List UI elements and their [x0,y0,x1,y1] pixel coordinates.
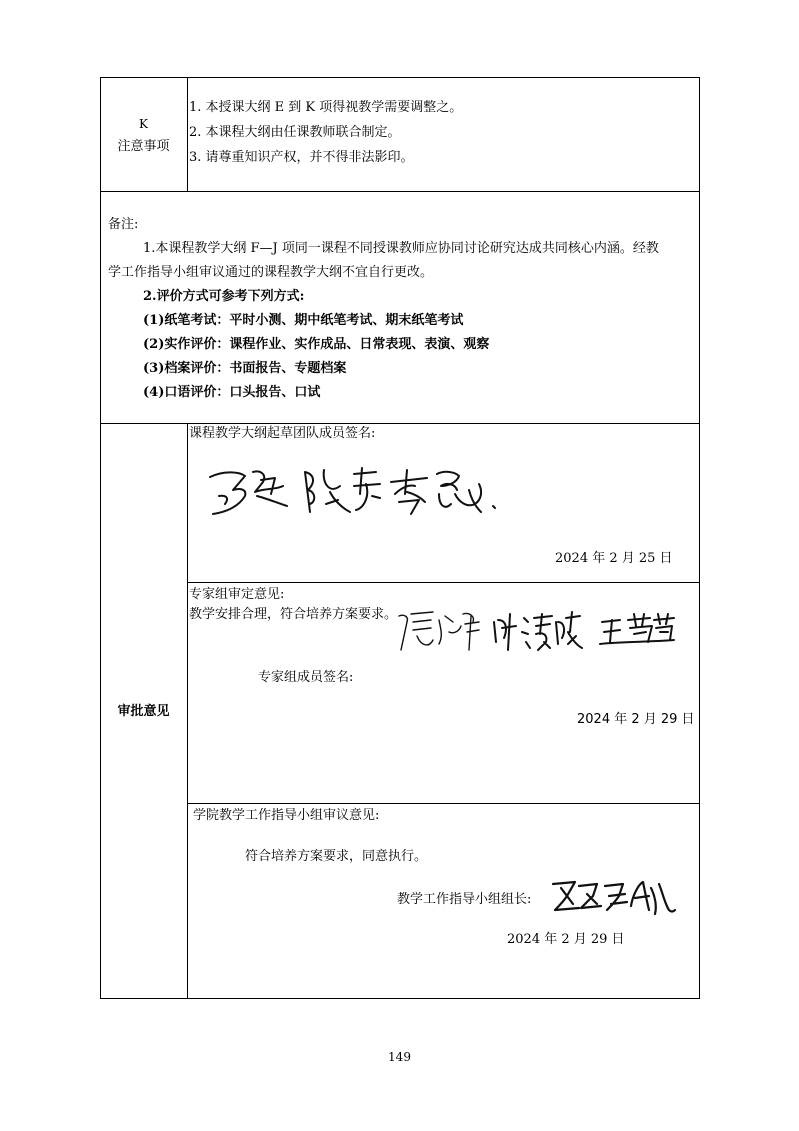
table-border-right [699,77,700,999]
expert-signature-1 [393,606,483,656]
drafting-signature-2 [300,464,385,519]
notes-label-code: K [139,117,148,131]
drafting-heading: 课程教学大纲起草团队成员签名: [189,426,376,441]
row-divider-1 [100,191,699,192]
drafting-signature-1 [205,462,295,522]
notes-item-3: 3. 请尊重知识产权，并不得非法影印。 [189,150,414,165]
college-date: 2024 年 2 月 29 日 [507,932,625,947]
college-opinion: 符合培养方案要求，同意执行。 [245,849,428,864]
expert-signature-2 [488,608,583,653]
college-leader-label: 教学工作指导小组组长: [397,892,532,907]
col-divider-bottom [187,423,188,999]
eval-heading: 2.评价方式可参考下列方式: [143,289,305,304]
expert-date: 2024 年 2 月 29 日 [577,712,695,727]
row-divider-4 [187,803,699,804]
college-leader-signature [545,876,680,921]
eval-item-2: (2)实作评价：课程作业、实作成品、日常表现、表演、观察 [143,337,490,352]
remarks-line-2: 学工作指导小组审议通过的课程教学大纲不宜自行更改。 [108,265,434,280]
page-number: 149 [388,1050,411,1064]
col-divider-top [187,77,188,192]
row-divider-3 [187,582,699,583]
expert-sign-label: 专家组成员签名: [258,670,354,685]
table-border-bottom [100,998,699,999]
expert-opinion: 教学安排合理，符合培养方案要求。 [189,607,398,622]
college-heading: 学院教学工作指导小组审议意见: [193,808,380,823]
table-border-left [100,77,101,999]
drafting-date: 2024 年 2 月 25 日 [555,551,673,566]
remarks-heading: 备注: [108,217,139,232]
eval-item-3: (3)档案评价：书面报告、专题档案 [143,361,347,376]
notes-label-title: 注意事项 [117,139,170,154]
eval-item-1: (1)纸笔考试：平时小测、期中纸笔考试、期末纸笔考试 [143,313,464,328]
approval-label: 审批意见 [117,704,170,719]
row-divider-2 [100,423,699,424]
table-border-top [100,77,699,78]
notes-item-1: 1. 本授课大纲 E 到 K 项得视教学需要调整之。 [189,100,463,115]
drafting-signature-3 [385,464,505,519]
eval-item-4: (4)口语评价：口头报告、口试 [143,385,321,400]
expert-heading: 专家组审定意见: [189,587,285,602]
remarks-line-1: 1.本课程教学大纲 F—J 项同一课程不同授课教师应协同讨论研究达成共同核心内涵。经教 [143,241,659,256]
expert-signature-3 [598,612,678,652]
notes-item-2: 2. 本课程大纲由任课教师联合制定。 [189,125,401,140]
